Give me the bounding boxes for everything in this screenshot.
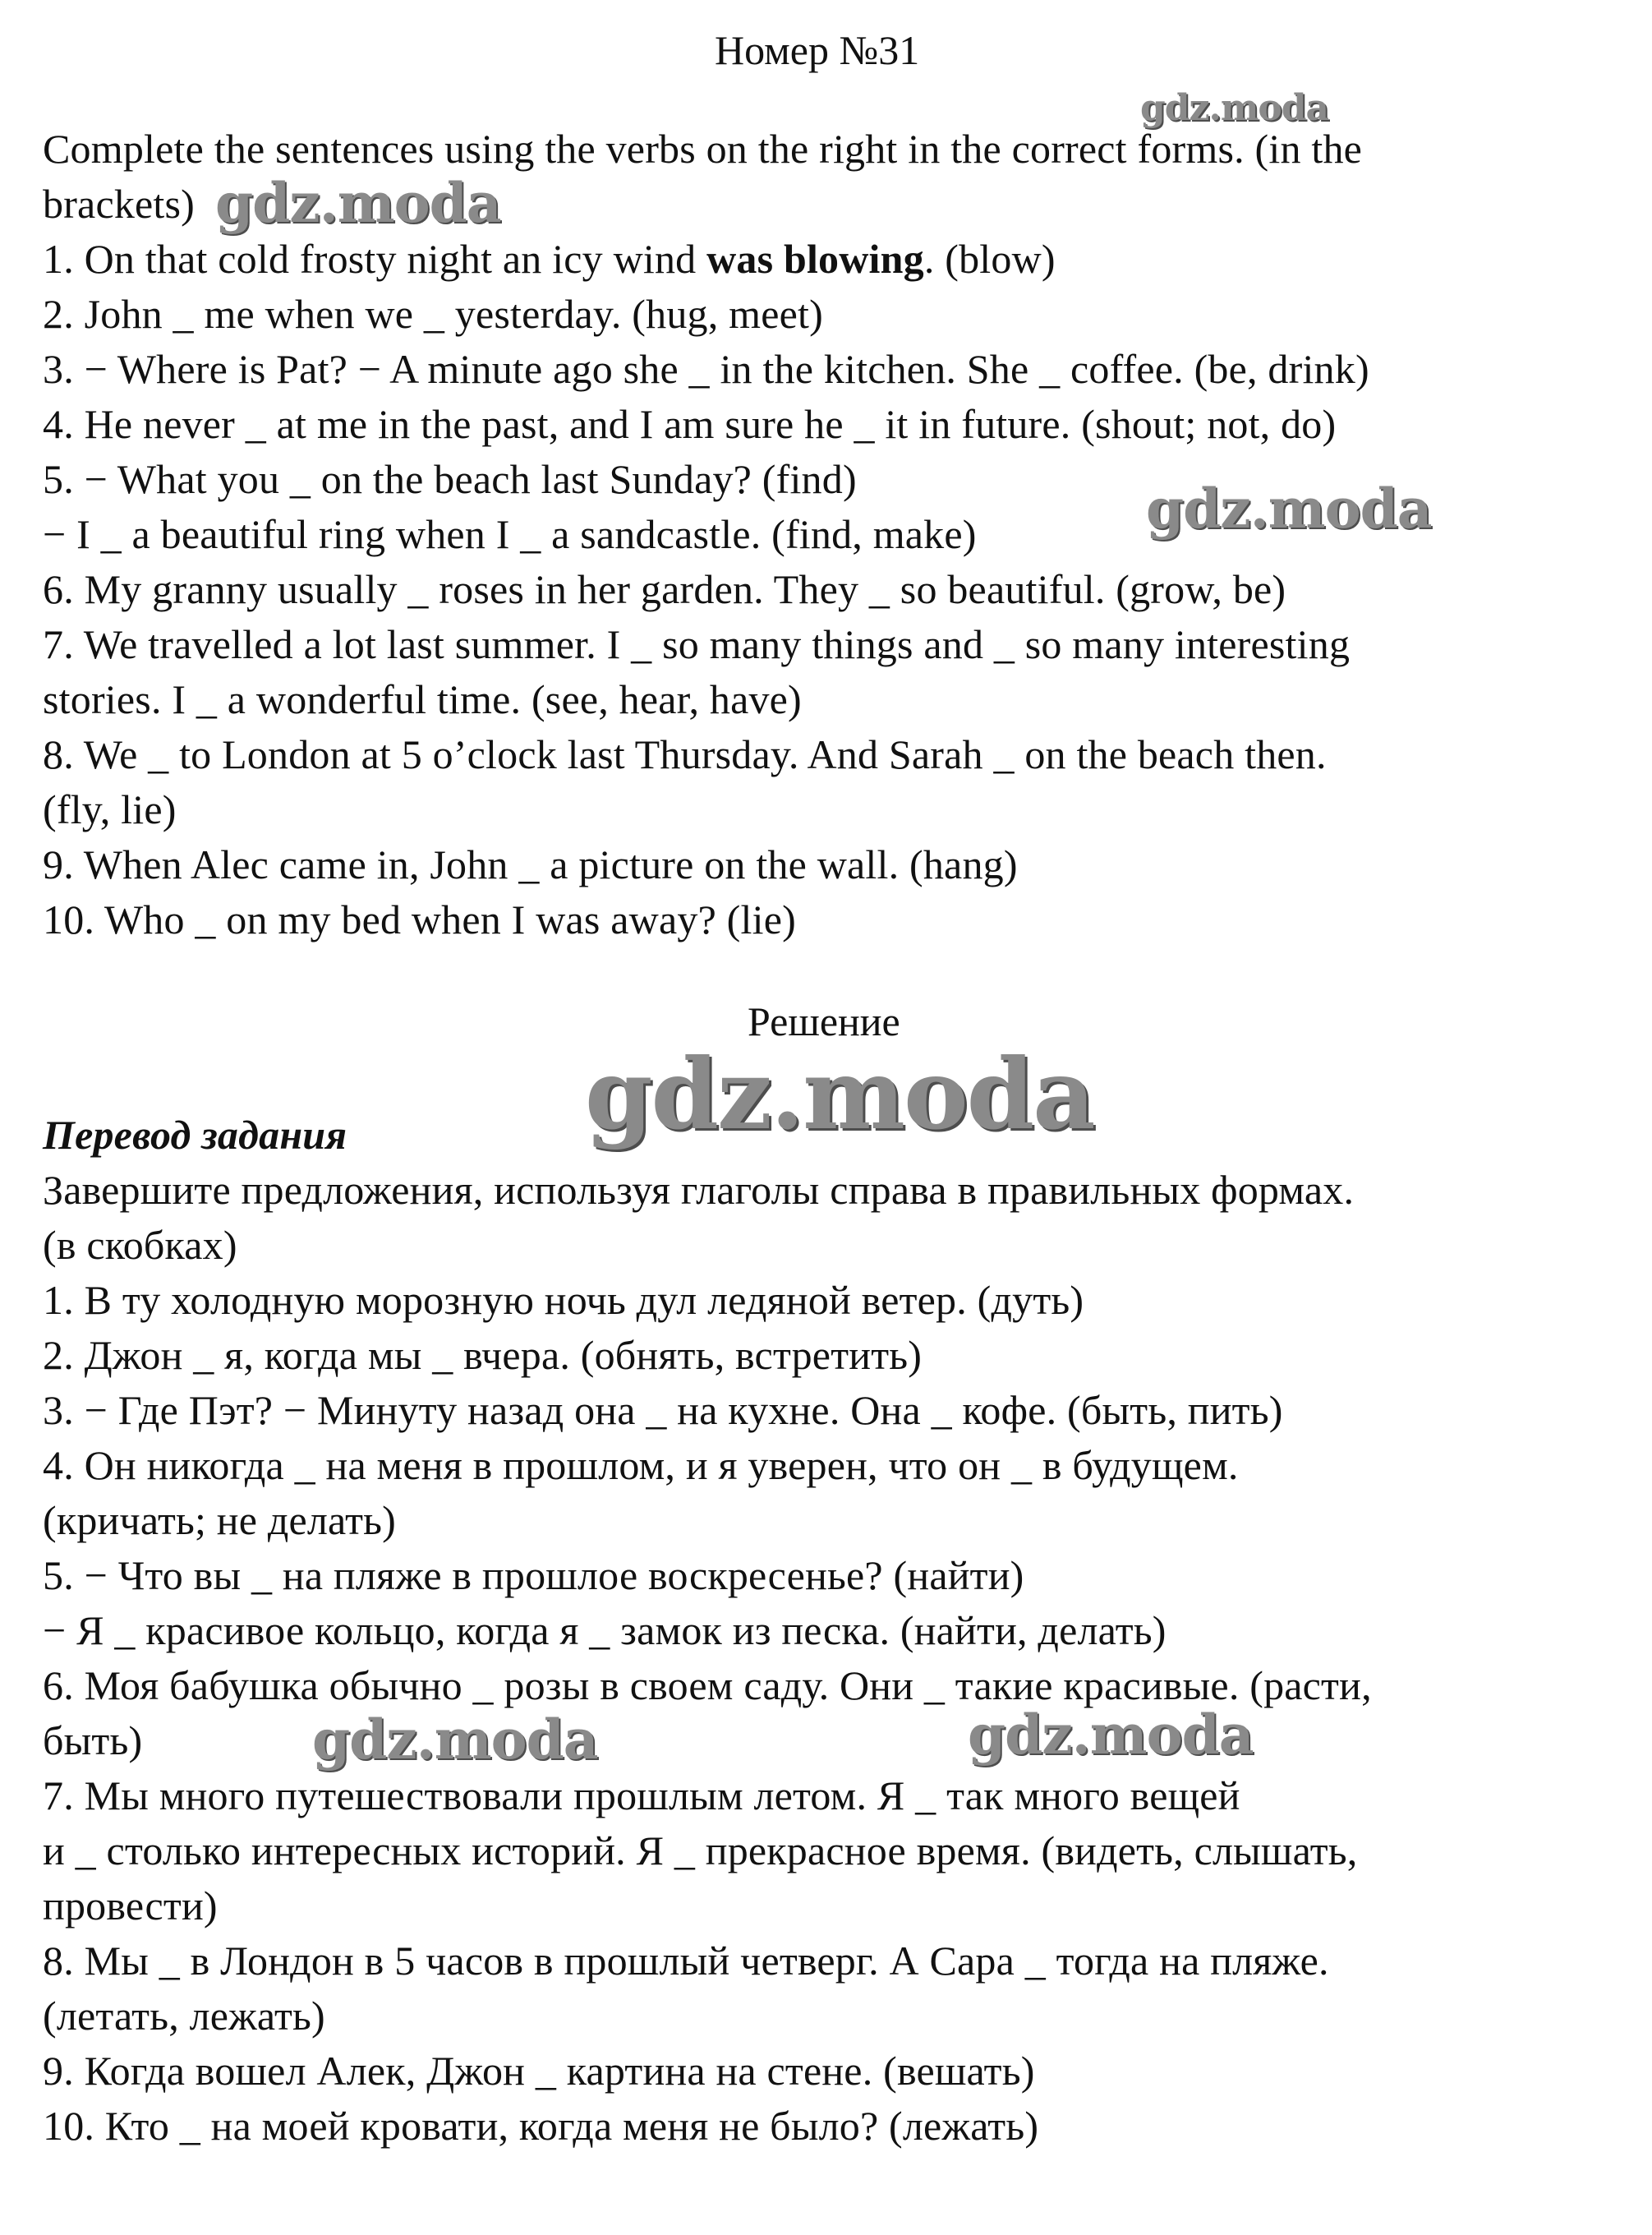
sentence-1-answer: was blowing [706,236,924,282]
watermark-logo: gdz.moda [1140,87,1329,129]
sentence-1-prefix: 1. On that cold frosty night an icy wind [43,236,707,282]
task-line: 9. When Alec came in, John _ a picture on the wall. (hang) [43,841,1018,887]
watermark-logo: gdz.moda [1146,477,1432,541]
translation-line: 1. В ту холодную морозную ночь дул ледяной ветер. (дуть) [43,1277,1084,1323]
translation-line: 10. Кто _ на моей кровати, когда меня не было? (лежать) [43,2103,1039,2149]
translation-line: 2. Джон _ я, когда мы _ вчера. (обнять, встретить) [43,1332,923,1378]
translation-line: (летать, лежать) [43,1993,325,2039]
task-intro-line-1: Complete the sentences using the verbs on the right in the correct forms. (in the [43,126,1363,172]
translation-line: 4. Он никогда _ на меня в прошлом, и я уверен, что он _ в будущем. [43,1442,1239,1488]
translation-line: 9. Когда вошел Алек, Джон _ картина на стене. (вешать) [43,2048,1035,2094]
solution-heading: Решение [748,998,900,1044]
task-line: 6. My granny usually _ roses in her garden. They _ so beautiful. (grow, be) [43,566,1286,612]
watermark-logo: gdz.moda [585,1037,1094,1151]
task-sentence-1 [43,232,1056,287]
sentence-1-suffix: . (blow) [923,236,1056,282]
translation-line: − Я _ красивое кольцо, когда я _ замок из песка. (найти, делать) [43,1607,1167,1653]
page-title: Номер №31 [715,27,920,73]
translation-line: 8. Мы _ в Лондон в 5 часов в прошлый четверг. А Сара _ тогда на пляже. [43,1938,1329,1984]
task-line: 10. Who _ on my bed when I was away? (lie) [43,896,796,942]
task-line: 5. − What you _ on the beach last Sunday? (find) [43,456,857,502]
task-intro-line-2: brackets) [43,181,196,227]
watermark-logo: gdz.moda [968,1703,1254,1767]
task-line: 7. We travelled a lot last summer. I _ so many things and _ so many interesting [43,621,1351,667]
translation-line: Завершите предложения, используя глаголы справа в правильных формах. [43,1167,1355,1213]
translation-line: и _ столько интересных историй. Я _ прекрасное время. (видеть, слышать, [43,1827,1358,1873]
task-line: 2. John _ me when we _ yesterday. (hug, meet) [43,291,823,337]
translation-line: 7. Мы много путешествовали прошлым летом. Я _ так много вещей [43,1772,1240,1818]
task-line: 8. We _ to London at 5 o’clock last Thursday. And Sarah _ on the beach then. [43,731,1327,777]
task-line: 4. He never _ at me in the past, and I am sure he _ it in future. (shout; not, do) [43,401,1337,447]
translation-line: 5. − Что вы _ на пляже в прошлое воскресенье? (найти) [43,1552,1024,1598]
task-line: − I _ a beautiful ring when I _ a sandcastle. (find, make) [43,511,977,557]
translation-line: провести) [43,1882,218,1929]
translation-line: (кричать; не делать) [43,1497,397,1543]
translation-line: (в скобках) [43,1222,237,1268]
watermark-logo: gdz.moda [312,1707,598,1772]
task-line: (fly, lie) [43,786,177,832]
watermark-logo: gdz.moda [215,171,501,235]
task-line: 3. − Where is Pat? − A minute ago she _ in the kitchen. She _ coffee. (be, drink) [43,346,1369,392]
translation-heading: Перевод задания [43,1112,347,1158]
translation-line: 6. Моя бабушка обычно _ розы в своем саду. Они _ такие красивые. (расти, [43,1662,1372,1708]
task-line: stories. I _ a wonderful time. (see, hear, have) [43,676,802,722]
translation-line: быть) [43,1717,143,1763]
translation-line: 3. − Где Пэт? − Минуту назад она _ на кухне. Она _ кофе. (быть, пить) [43,1387,1283,1433]
